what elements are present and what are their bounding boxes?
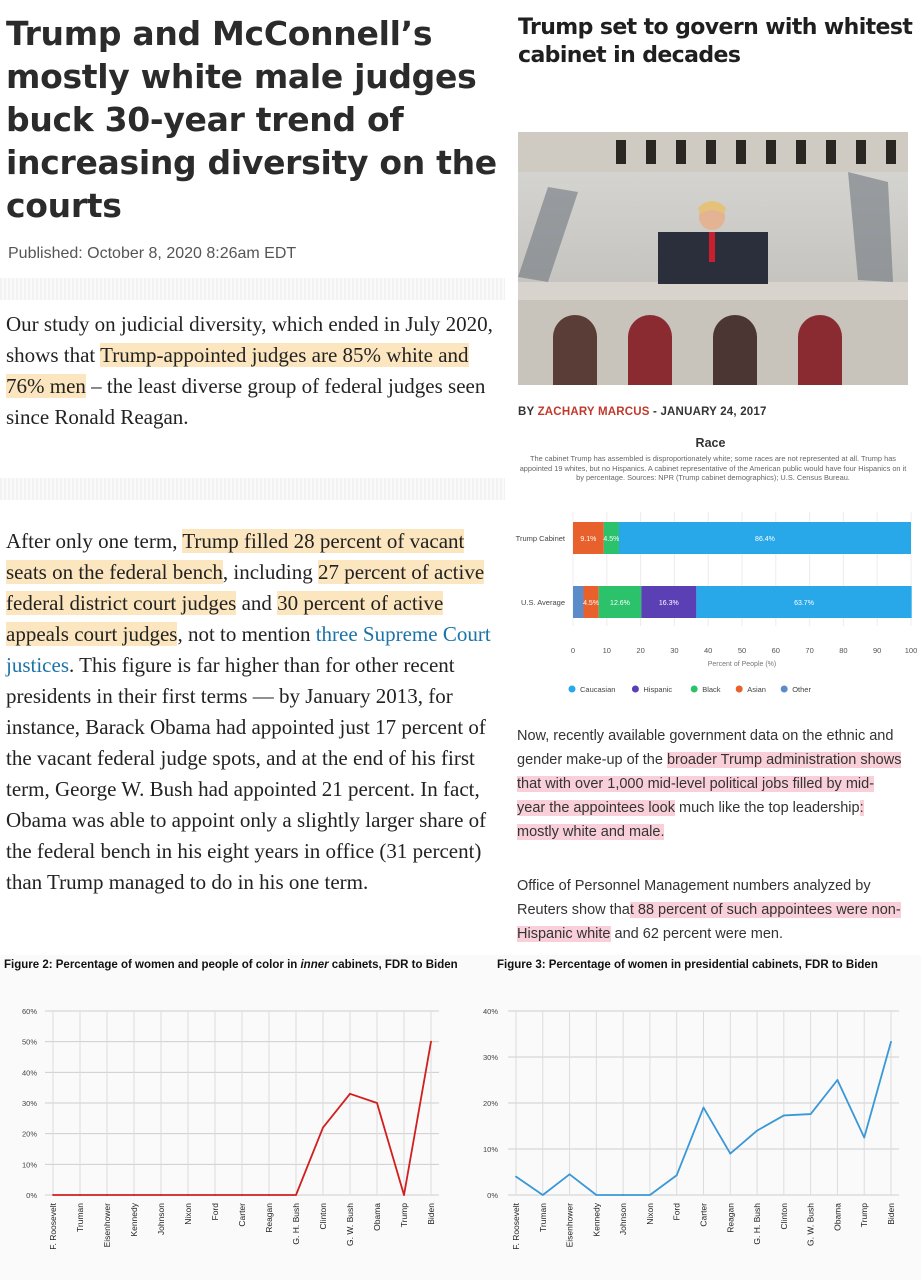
highlight: Trump-appointed judges are 85% white and 76% men — [6, 343, 469, 398]
data-point — [187, 1194, 189, 1196]
race-chart-title: Race — [695, 436, 726, 450]
x-tick-label: G. W. Bush — [805, 1203, 816, 1246]
x-tick-label: 10 — [602, 646, 611, 655]
x-tick-label: 70 — [805, 646, 814, 655]
author-link[interactable]: ZACHARY MARCUS — [537, 406, 650, 418]
supreme-court-link[interactable]: three Supreme Court justices — [6, 622, 491, 677]
data-point — [622, 1194, 624, 1196]
y-tick-label: 10% — [21, 1160, 37, 1170]
cabinet-article-title: Trump set to govern with whitest cabinet in decades — [518, 15, 913, 68]
x-tick-label: G. H. Bush — [752, 1203, 763, 1245]
legend-marker — [781, 686, 788, 693]
figure-3-title: Figure 3: Percentage of women in presidential cabinets, FDR to Biden — [497, 959, 878, 971]
x-tick-label: Carter — [698, 1203, 709, 1227]
y-tick-label: 40% — [21, 1068, 37, 1078]
x-tick-label: Trump — [859, 1203, 870, 1228]
bar-segment — [573, 586, 583, 618]
data-point — [376, 1102, 378, 1104]
x-tick-label: Carter — [237, 1203, 247, 1227]
y-tick-label: 60% — [21, 1007, 37, 1016]
data-point — [756, 1130, 758, 1132]
data-label: 4.5% — [603, 536, 620, 543]
highlight: Trump filled 28 percent of vacant seats on the federal bench — [6, 529, 465, 584]
x-tick-label: F. Roosevelt — [511, 1203, 521, 1250]
x-tick-label: G. H. Bush — [291, 1203, 301, 1245]
x-tick-label: Nixon — [183, 1203, 193, 1225]
data-point — [403, 1194, 405, 1196]
y-tick-label: 0% — [26, 1191, 37, 1200]
x-tick-label: Ford — [671, 1203, 682, 1221]
data-point — [295, 1194, 297, 1196]
x-tick-label: 100 — [904, 646, 918, 655]
category-label: Trump Cabinet — [515, 534, 565, 543]
data-point — [106, 1194, 108, 1196]
judges-paragraph-1: Our study on judicial diversity, which ended in July 2020, shows that Trump-appointed judges are 85% white and 76% men – the least diverse group of federal judges seen since Ronald Reagan. — [6, 312, 493, 429]
x-tick-label: 30 — [670, 646, 679, 655]
highlight: : mostly white and male. — [517, 800, 864, 840]
x-tick-label: Biden — [886, 1203, 896, 1225]
x-tick-label: Clinton — [778, 1203, 789, 1230]
data-point — [649, 1194, 651, 1196]
x-tick-label: Clinton — [318, 1203, 328, 1230]
data-label: 4.5% — [583, 600, 600, 607]
data-point — [703, 1107, 705, 1109]
published-date: Published: October 8, 2020 8:26am EDT — [8, 245, 297, 262]
data-point — [241, 1194, 243, 1196]
inauguration-photo — [518, 132, 908, 385]
data-label: 16.3% — [658, 600, 679, 607]
x-tick-label: Obama — [372, 1203, 382, 1231]
legend-marker — [569, 686, 576, 693]
legend-marker — [691, 686, 698, 693]
x-tick-label: Reagan — [264, 1203, 274, 1233]
x-tick-label: Kennedy — [129, 1203, 139, 1237]
data-point — [322, 1127, 324, 1129]
data-point — [569, 1173, 571, 1175]
data-point — [729, 1153, 731, 1155]
x-tick-label: 20 — [636, 646, 645, 655]
y-tick-label: 20% — [482, 1099, 498, 1108]
cabinet-article — [510, 0, 921, 420]
highlight: 27 percent of active federal district court judges — [6, 560, 485, 615]
figure-3-plot — [460, 955, 921, 1280]
data-point — [676, 1174, 678, 1176]
legend-label: Black — [702, 685, 721, 694]
legend-marker — [632, 686, 639, 693]
y-tick-label: 50% — [21, 1037, 37, 1047]
figure-3 — [460, 955, 921, 1280]
data-point — [349, 1093, 351, 1095]
data-point — [79, 1194, 81, 1196]
y-tick-label: 30% — [21, 1099, 37, 1108]
data-label: 63.7% — [794, 600, 814, 607]
x-tick-label: 40 — [704, 646, 713, 655]
legend-label: Other — [792, 685, 811, 694]
highlight: t 88 percent of such appointees were non-Hispanic white — [517, 902, 901, 942]
x-tick-label: 50 — [737, 646, 747, 655]
y-tick-label: 20% — [21, 1129, 37, 1139]
y-tick-label: 30% — [482, 1053, 498, 1062]
data-point — [810, 1113, 812, 1115]
x-tick-label: 60 — [771, 646, 780, 655]
x-tick-label: Johnson — [156, 1203, 166, 1236]
data-label: 12.6% — [610, 600, 630, 607]
x-tick-label: Biden — [426, 1203, 436, 1225]
race-chart-plot — [500, 428, 921, 708]
x-tick-label: Truman — [537, 1203, 548, 1232]
race-chart-description: The cabinet Trump has assembled is disproportionately white; some races are not represented at all. Trump has appointed 19 whites, but no Hispanics. A cabinet representative of the American public would have four Hispanics on it by percentage. Sources: NPR (Trump cabinet demographics); U.S. Census Bureau. — [519, 454, 907, 482]
x-tick-label: F. Roosevelt — [48, 1203, 58, 1250]
data-point — [783, 1115, 785, 1117]
x-tick-label: Trump — [399, 1203, 409, 1228]
x-tick-label: Reagan — [725, 1203, 736, 1233]
x-tick-label: 80 — [839, 646, 848, 655]
x-axis-label: Percent of People (%) — [707, 661, 777, 668]
x-tick-label: G. W. Bush — [345, 1203, 355, 1246]
divider — [0, 278, 505, 300]
data-label: 9.1% — [580, 536, 597, 543]
y-tick-label: 0% — [487, 1191, 498, 1200]
data-point — [268, 1194, 270, 1196]
byline: BY ZACHARY MARCUS - JANUARY 24, 2017 — [518, 406, 767, 418]
x-tick-label: Eisenhower — [102, 1203, 112, 1248]
x-tick-label: Johnson — [618, 1203, 629, 1236]
category-label: U.S. Average — [520, 598, 565, 607]
legend-label: Caucasian — [580, 685, 616, 694]
data-point — [863, 1137, 865, 1139]
cabinet-paragraph-1: Now, recently available government data on the ethnic and gender make-up of the broader Trump administration shows that with over 1,000 mid-level political jobs filled by mid-year the appointees look much like the top leadership: mostly white and male. — [517, 728, 902, 840]
divider — [0, 478, 505, 500]
data-label: 86.4% — [755, 536, 775, 543]
legend-label: Asian — [747, 685, 766, 694]
data-point — [52, 1194, 54, 1196]
data-point — [515, 1176, 517, 1178]
figure-2 — [0, 955, 460, 1280]
data-point — [595, 1194, 597, 1196]
legend-marker — [736, 686, 743, 693]
data-point — [542, 1194, 544, 1196]
x-tick-label: 90 — [873, 646, 882, 655]
highlight: broader Trump administration shows that with over 1,000 mid-level political jobs filled by mid-year the appointees look — [517, 752, 902, 816]
data-point — [133, 1194, 135, 1196]
figure-2-plot — [0, 955, 460, 1280]
x-tick-label: Kennedy — [591, 1203, 602, 1237]
y-tick-label: 40% — [482, 1007, 498, 1016]
data-point — [160, 1194, 162, 1196]
x-tick-label: Obama — [832, 1203, 843, 1231]
data-point — [214, 1194, 216, 1196]
cabinet-paragraph-2: Office of Personnel Management numbers analyzed by Reuters show that 88 percent of such appointees were non-Hispanic white and 62 percent were men. — [517, 878, 901, 942]
highlight: 30 percent of active appeals court judges — [6, 591, 444, 646]
y-tick-label: 10% — [482, 1145, 498, 1154]
judges-article-title: Trump and McConnell’s mostly white male judges buck 30-year trend of increasing diversity on the courts — [6, 14, 497, 225]
data-point — [890, 1041, 892, 1043]
x-tick-label: Ford — [210, 1203, 220, 1221]
figure-2-title: Figure 2: Percentage of women and people of color in inner cabinets, FDR to Biden — [4, 959, 458, 971]
x-tick-label: 0 — [570, 646, 576, 655]
x-tick-label: Truman — [75, 1203, 85, 1232]
race-chart — [500, 428, 921, 708]
judges-paragraph-2: After only one term, Trump filled 28 percent of vacant seats on the federal bench, including 27 percent of active federal district court judges and 30 percent of active appeals court judges, not to mention three Supreme Court justices. This figure is far higher than for other recent presidents in their first terms — by January 2013, for instance, Barack Obama had appointed just 17 percent of the vacant federal judge spots, and at the end of his first term, George W. Bush had appointed 21 percent. In fact, Obama was able to appoint only a slightly larger share of the federal bench in his eight years in office (31 percent) than Trump managed to do in his one term. — [6, 529, 491, 894]
legend-label: Hispanic — [643, 685, 673, 694]
data-point — [430, 1041, 432, 1043]
x-tick-label: Eisenhower — [564, 1203, 575, 1248]
x-tick-label: Nixon — [644, 1203, 655, 1225]
data-point — [837, 1079, 839, 1081]
